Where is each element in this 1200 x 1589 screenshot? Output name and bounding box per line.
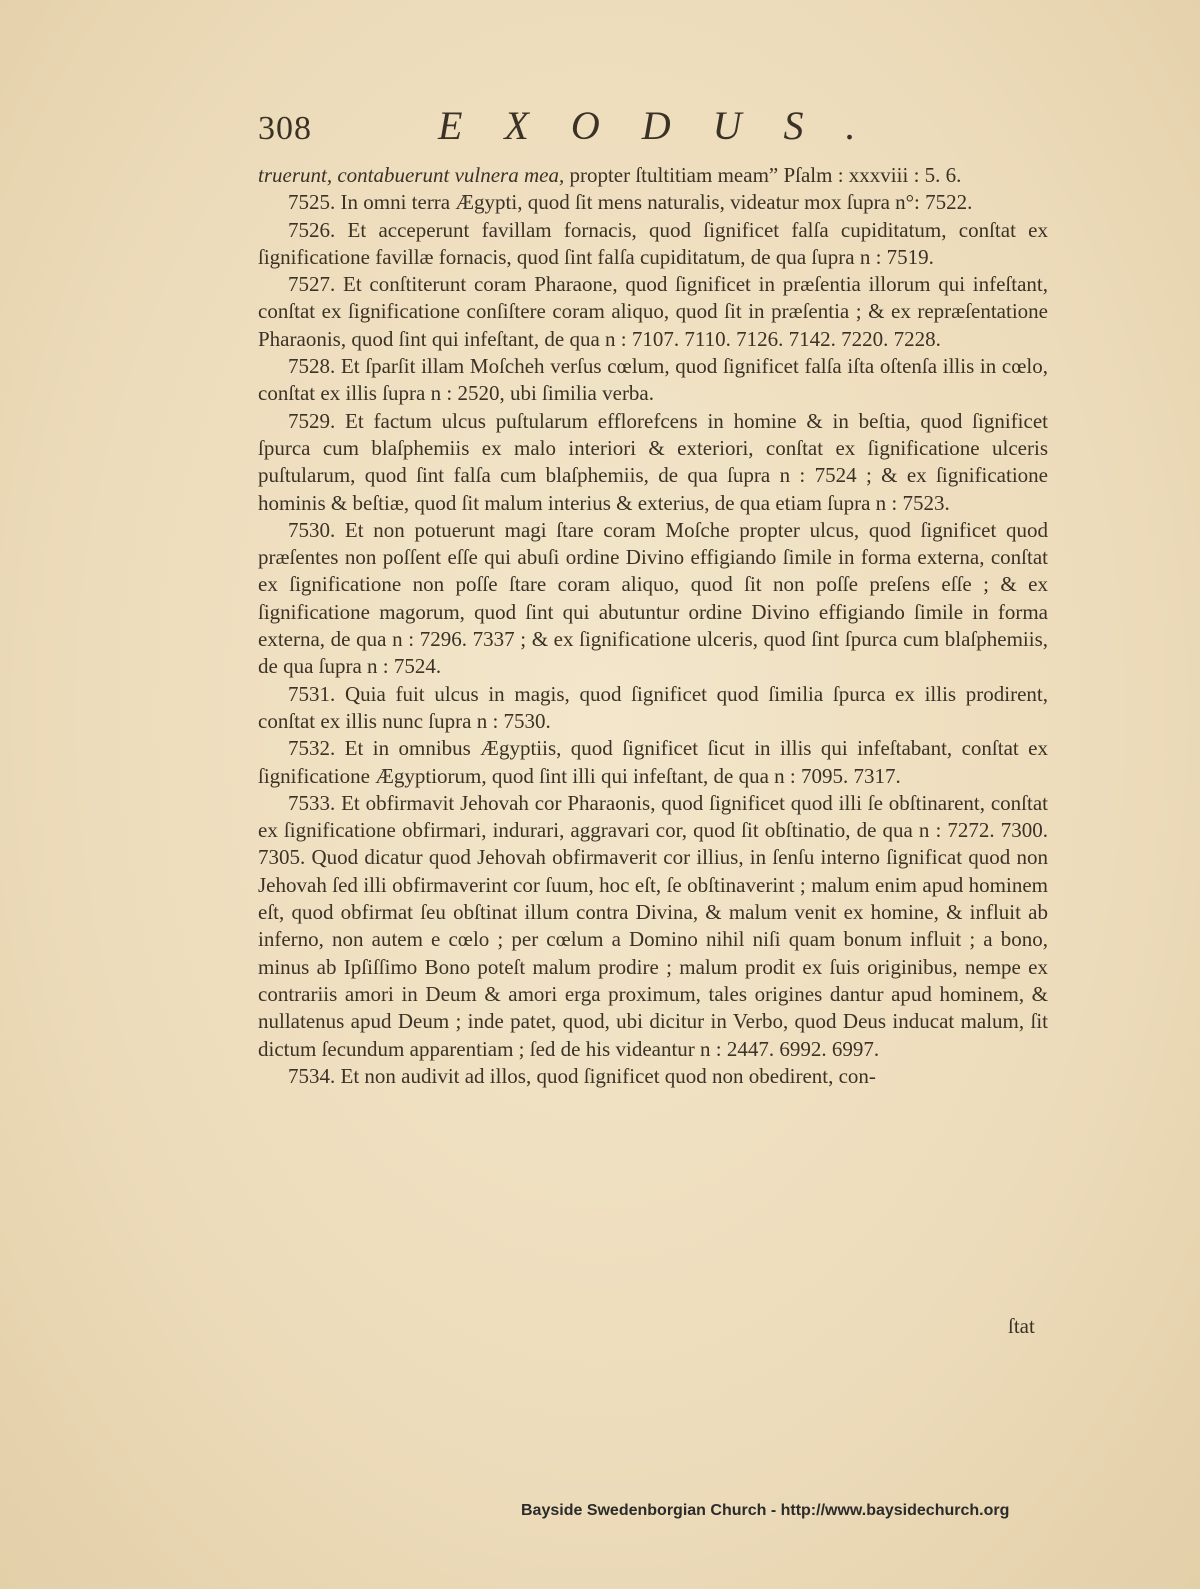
page-number: 308 [258,110,312,147]
lead-paragraph [258,162,1048,189]
paragraph-7532: 7532. Et in omnibus Ægyptiis, quod ſignificet ſicut in illis qui infeſtabant, conſtat ex ſignificatione Ægyptiorum, quod ſint illi qui infeſtant, de qua n : 7095. 7317. [258,736,1048,788]
lead-text: propter ſtultitiam meam” Pſalm : xxxviii : 5. 6. [564,163,962,187]
paragraph-7525: 7525. In omni terra Ægypti, quod ſit mens naturalis, videatur mox ſupra n°: 7522. [288,190,973,215]
paragraph-7530: 7530. Et non potuerunt magi ſtare coram Moſche propter ulcus, quod ſignificet quod præſentes non poſſent eſſe qui abuſi ordine Divino effigiando ſimile in forma externa, conſtat ex ſignificatione non poſſe ſtare coram aliquo, quod ſit non poſſe preſens eſſe ; & ex ſignificatione magorum, quod ſint qui abutuntur ordine Divino effigiando ſimile in forma externa, de qua n : 7296. 7337 ; & ex ſignificatione ulceris, quod ſint ſpurca cum blaſphemiis, de qua ſupra n : 7524. [258,517,1048,679]
paragraph-7526: 7526. Et acceperunt favillam fornacis, quod ſignificet falſa cupiditatum, conſtat ex ſignificatione favillæ fornacis, quod ſint falſa cupiditatum, de qua ſupra n : 7519. [258,217,1048,269]
page-header [258,102,918,162]
lead-italic: truerunt, contabuerunt vulnera mea, [258,163,565,187]
body-text [258,162,1048,1090]
footer-credit: Bayside Swedenborgian Church - http://www.baysidechurch.org [521,1502,1010,1519]
paragraph-7527: 7527. Et conſtiterunt coram Pharaone, quod ſignificet in præſentia illorum qui infeſtant, conſtat ex ſignificatione conſiſtere coram aliquo, quod ſit in præſentia ; & ex repræſentatione Pharaonis, quod ſint qui infeſtant, de qua n : 7107. 7110. 7126. 7142. 7220. 7228. [258,272,1048,351]
catchword: ſtat [1008,1314,1035,1338]
paragraph-7529: 7529. Et factum ulcus puſtularum efflorefcens in homine & in beſtia, quod ſignificet ſpurca cum blaſphemiis ex malo interiori & exteriori, conſtat ex ſignificatione ulceris puſtularum, quod ſint falſa cum blaſphemiis, de qua ſupra n : 7524 ; & ex ſignificatione hominis & beſtiæ, quod ſit malum interius & exterius, de qua etiam ſupra n : 7523. [258,408,1048,515]
paragraph-7533: 7533. Et obfirmavit Jehovah cor Pharaonis, quod ſignificet quod illi ſe obſtinarent, conſtat ex ſignificatione obfirmari, indurari, aggravari cor, quod ſit obſtinatio, de qua n : 7272. 7300. 7305. Quod dicatur quod Jehovah obfirmaverit cor illius, in ſenſu interno ſignificat quod non Jehovah ſed illi obfirmaverint cor ſuum, hoc eſt, ſe obſtinaverint ; malum enim apud hominem eſt, quod obfirmat ſeu obſtinat illum contra Divina, & malum venit ex homine, & influit ab inferno, non autem e cœlo ; per cœlum a Domino nihil niſi quam bonum influit ; a bono, minus ab Ipſiſſimo Bono poteſt malum prodire ; malum prodit ex ſuis originibus, nempe ex contrariis amori in Deum & amori erga proximum, tales origines dantur apud hominem, & nullatenus apud Deum ; inde patet, quod, ubi dicitur in Verbo, quod Deus inducat malum, ſit dictum ſecundum apparentiam ; ſed de his videantur n : 2447. 6992. 6997. [258,790,1048,1061]
paragraph-7528: 7528. Et ſparſit illam Moſcheh verſus cœlum, quod ſignificet falſa iſta oſtenſa illis in cœlo, conſtat ex illis ſupra n : 2520, ubi ſimilia verba. [258,354,1048,406]
running-head: EXODUS. [438,103,898,148]
paragraph-7534: 7534. Et non audivit ad illos, quod ſignificet quod non obedirent, con- [288,1063,876,1088]
paragraph-7531: 7531. Quia fuit ulcus in magis, quod ſignificet quod ſimilia ſpurca ex illis prodirent, conſtat ex illis nunc ſupra n : 7530. [258,681,1048,733]
